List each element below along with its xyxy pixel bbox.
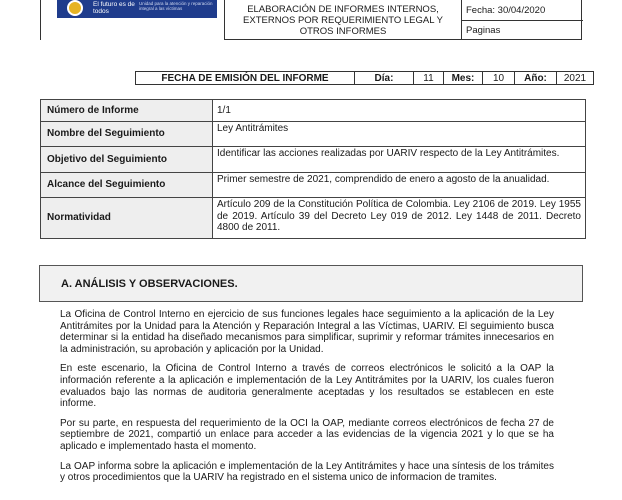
document-meta	[462, 0, 583, 40]
row-value: Artículo 209 de la Constitución Política de Colombia. Ley 2106 de 2019. Ley 1955 de 2019. Artículo 39 del Decreto Ley 019 de 2012. Ley 1448 de 2011. Decreto 4800 de 2011.	[213, 198, 586, 239]
row-value: 1/1	[213, 100, 586, 122]
row-value: Ley Antitrámites	[213, 122, 586, 147]
logo-area	[41, 0, 225, 40]
table-row	[41, 100, 586, 122]
row-value: Identificar las acciones realizadas por UARIV respecto de la Ley Antitrámites.	[213, 147, 586, 173]
paragraph: En este escenario, la Oficina de Control Interno a través de correos electrónicos le solicitó a la OAP la información referente a la aplicación e implementación de la Ley Antitrámites por la UARIV, los cuales fueron evaluados bajo las normas de auditoria generalmente aceptadas y los resultados se establecen en este informe.	[60, 363, 554, 410]
row-key: Normatividad	[41, 198, 213, 239]
document-header	[40, 0, 582, 40]
section-a-body	[60, 309, 554, 492]
section-a-heading: A. ANÁLISIS Y OBSERVACIONES.	[39, 265, 583, 302]
table-row	[41, 147, 586, 173]
paragraph: Por su parte, en respuesta del requerimiento de la OCI la OAP, mediante correos electrónicos de fecha 27 de septiembre de 2021, compartió un enlace para acceder a las evidencias de la vigencia 2021 y lo que se ha aplicado e implementado hasta el momento.	[60, 417, 554, 452]
coat-of-arms-icon	[67, 0, 83, 16]
month-value: 10	[483, 72, 515, 84]
document-title: ELABORACIÓN DE INFORMES INTERNOS, EXTERNOS POR REQUERIMIENTO LEGAL Y OTROS INFORMES	[225, 0, 462, 40]
report-info-table	[40, 99, 586, 239]
paragraph: La Oficina de Control Interno en ejercicio de sus funciones legales hace seguimiento a la aplicación de la Ley Antitrámites por la Unidad para la Atención y Reparación Integral a las Víctimas, UARIV. El seguimiento busca determinar si la entidad ha diseñado mecanismos para simplificar, suprimir y reformar trámites innecesarios en la administración, su aprobación y aplicación por la Unidad.	[60, 309, 554, 355]
table-row	[41, 122, 586, 147]
table-row	[41, 198, 586, 239]
document-pages: Paginas	[462, 20, 583, 40]
year-label: Año:	[515, 72, 557, 84]
row-key: Objetivo del Seguimiento	[41, 147, 213, 173]
table-row	[41, 173, 586, 198]
day-value: 11	[414, 72, 444, 84]
row-key: Número de Informe	[41, 100, 213, 122]
day-label: Día:	[355, 72, 414, 84]
row-key: Nombre del Seguimiento	[41, 122, 213, 147]
logo-slogan: El futuro es de todos	[93, 1, 135, 15]
emission-label: FECHA DE EMISIÓN DEL INFORME	[136, 72, 355, 84]
logo-agency-name: Unidad para la atención y reparación integral a las víctimas	[139, 1, 213, 11]
year-value: 2021	[563, 72, 587, 84]
row-value: Primer semestre de 2021, comprendido de enero a agosto de la anualidad.	[213, 173, 586, 198]
month-label: Mes:	[444, 72, 483, 84]
emission-date-bar	[135, 71, 594, 85]
document-date: Fecha: 30/04/2020	[466, 4, 546, 16]
paragraph: La OAP informa sobre la aplicación e implementación de la Ley Antitrámites y hace una síntesis de los trámites y otros procedimientos que la UARIV ha registrado en el sistema unico de informacion de tramites.	[60, 460, 554, 484]
row-key: Alcance del Seguimiento	[41, 173, 213, 198]
